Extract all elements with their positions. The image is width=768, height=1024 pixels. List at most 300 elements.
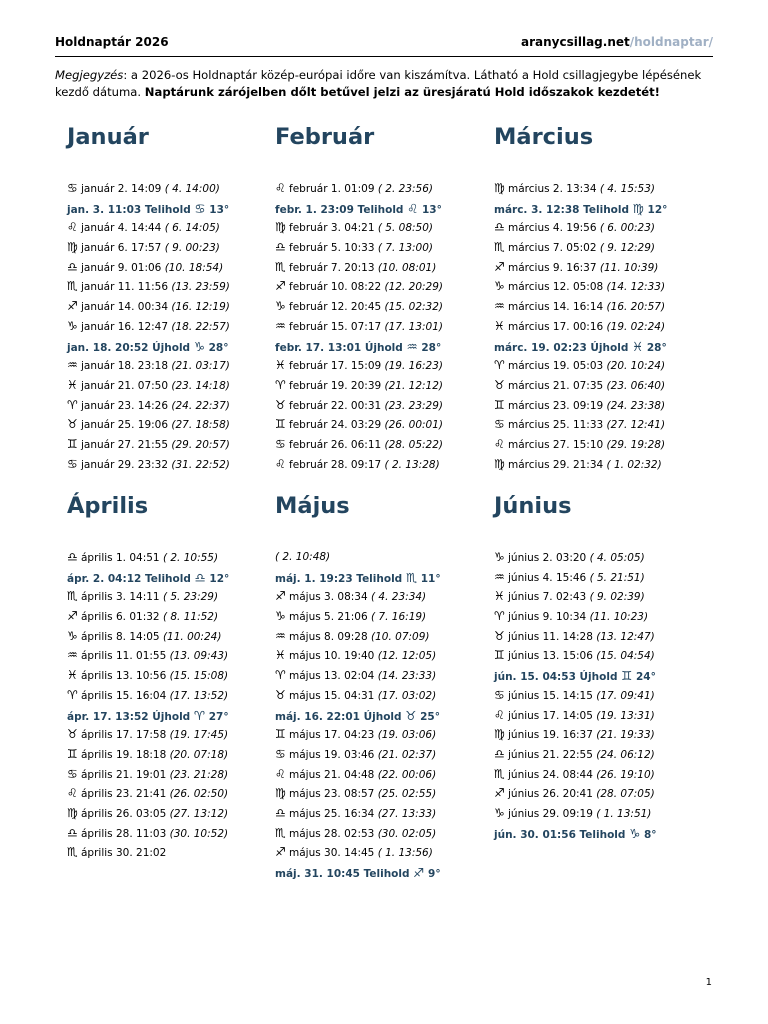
zodiac-icon: ♒ [275, 628, 286, 643]
moon-sign-row [275, 435, 443, 455]
ingress-date: március 7. 05:02 [508, 242, 600, 255]
moon-sign-row [67, 725, 229, 745]
moon-sign-row [275, 587, 441, 607]
zodiac-icon: ♍ [494, 456, 505, 471]
void-of-course-start: (23. 14:18) [171, 379, 230, 392]
moon-sign-row [494, 587, 657, 607]
void-of-course-start: (19. 02:24) [606, 320, 666, 333]
void-of-course-start: ( 6. 14:05) [164, 222, 220, 235]
zodiac-icon: ♓ [632, 338, 644, 354]
zodiac-icon: ♊ [67, 746, 78, 761]
moon-sign-row [494, 568, 657, 588]
moon-sign-row [67, 297, 230, 317]
ingress-date: május 17. 04:23 [289, 729, 378, 742]
ingress-date: február 19. 20:39 [289, 379, 385, 392]
void-of-course-start: (27. 18:58) [171, 419, 230, 432]
zodiac-icon: ♉ [494, 377, 505, 392]
ingress-date: június 29. 09:19 [508, 807, 597, 820]
ingress-date: január 2. 14:09 [81, 183, 165, 195]
zodiac-icon: ♓ [494, 318, 505, 333]
ingress-date: június 11. 14:28 [508, 630, 597, 643]
phase-text: ápr. 2. 04:12 Telihold [67, 572, 195, 585]
zodiac-icon: ♎ [67, 259, 78, 274]
zodiac-icon: ♑ [193, 338, 205, 354]
void-of-course-start: (19. 13:31) [596, 709, 655, 722]
moon-sign-row [494, 179, 667, 199]
void-of-course-start: ( 2. 23:56) [377, 183, 433, 195]
void-of-course-start: (21. 19:33) [596, 729, 655, 742]
moon-phase-row [494, 824, 657, 844]
phase-degree: 28° [643, 341, 667, 354]
moon-sign-row [494, 376, 667, 396]
ingress-date: június 13. 15:06 [508, 650, 597, 663]
zodiac-icon: ♏ [275, 825, 286, 840]
zodiac-icon: ♌ [275, 181, 286, 195]
phase-degree: 13° [418, 203, 442, 216]
ingress-date: február 17. 15:09 [289, 360, 385, 373]
moon-sign-row [494, 686, 657, 706]
ingress-date: április 17. 17:58 [81, 729, 170, 742]
moon-phase-row [67, 199, 230, 219]
void-of-course-start: ( 7. 16:19) [371, 611, 427, 624]
zodiac-icon: ♏ [67, 589, 78, 604]
zodiac-icon: ♈ [494, 358, 505, 373]
zodiac-icon: ♉ [275, 687, 286, 702]
moon-sign-row [275, 356, 443, 376]
void-of-course-start: (11. 10:39) [599, 261, 659, 274]
header-site-domain[interactable]: aranycsillag.net [521, 35, 630, 49]
moon-sign-row [67, 179, 230, 199]
zodiac-icon: ♐ [275, 845, 286, 860]
zodiac-icon: ♊ [275, 417, 286, 432]
moon-phase-row [67, 337, 230, 357]
moon-phase-row [275, 568, 441, 588]
moon-sign-row [67, 238, 230, 258]
void-of-course-start: ( 6. 00:23) [599, 222, 656, 235]
zodiac-icon: ♏ [494, 766, 505, 781]
phase-degree: 11° [417, 572, 441, 585]
moon-sign-row [67, 277, 230, 297]
moon-sign-row [275, 607, 441, 627]
zodiac-icon: ♈ [275, 377, 286, 392]
zodiac-icon: ♈ [193, 707, 206, 723]
moon-sign-row [275, 745, 441, 765]
moon-sign-row [67, 258, 230, 278]
void-of-course-start: (28. 05:22) [384, 438, 444, 451]
month-title: Június [494, 493, 572, 519]
moon-sign-row [275, 627, 441, 647]
void-of-course-start: ( 2. 13:28) [384, 458, 440, 471]
ingress-date: március 17. 00:16 [508, 320, 607, 333]
zodiac-icon: ♉ [405, 707, 417, 723]
moon-sign-row [67, 607, 229, 627]
zodiac-icon: ♎ [275, 240, 286, 255]
void-of-course-start: (17. 13:01) [384, 320, 444, 333]
zodiac-icon: ♈ [67, 687, 78, 702]
moon-sign-row [275, 317, 443, 337]
void-of-course-start: (24. 22:37) [171, 399, 230, 412]
void-of-course-start: ( 4. 14:00) [164, 183, 220, 195]
phase-text: jún. 30. 01:56 Telihold [494, 828, 630, 841]
zodiac-icon: ♏ [494, 240, 505, 255]
page-number: 1 [705, 977, 712, 988]
void-of-course-start: (19. 03:06) [377, 729, 437, 742]
moon-sign-row [275, 179, 443, 199]
zodiac-icon: ♉ [494, 628, 505, 643]
zodiac-icon: ♈ [494, 609, 505, 624]
ingress-date: április 11. 01:55 [81, 650, 170, 663]
phase-text: máj. 16. 22:01 Újhold [275, 710, 406, 723]
moon-sign-row [275, 218, 443, 238]
zodiac-icon: ♊ [67, 436, 78, 451]
header-site-path[interactable]: /holdnaptar/ [629, 35, 713, 49]
phase-degree: 9° [424, 868, 441, 880]
ingress-date: június 7. 02:43 [508, 591, 590, 604]
zodiac-icon: ♑ [275, 609, 286, 624]
ingress-date: március 2. 13:34 [508, 183, 600, 195]
moon-sign-row [494, 706, 657, 726]
ingress-date: március 19. 05:03 [508, 360, 607, 373]
moon-sign-row [494, 646, 657, 666]
void-of-course-start: (26. 00:01) [384, 419, 444, 432]
moon-sign-row [67, 435, 230, 455]
moon-sign-row [494, 607, 657, 627]
ingress-date: január 27. 21:55 [81, 438, 172, 451]
void-of-course-start: (16. 12:19) [171, 301, 230, 314]
zodiac-icon: ♍ [494, 727, 505, 742]
zodiac-icon: ♑ [494, 805, 505, 820]
month-entries [494, 179, 667, 474]
ingress-date: január 4. 14:44 [81, 222, 165, 235]
moon-sign-row [275, 548, 441, 568]
ingress-date: június 4. 15:46 [508, 571, 590, 584]
void-of-course-start: ( 2. 10:55) [162, 552, 219, 564]
void-of-course-start: ( 4. 05:05) [589, 552, 645, 564]
phase-text: febr. 17. 13:01 Újhold [275, 341, 407, 354]
zodiac-icon: ♎ [275, 805, 286, 820]
phase-text: jan. 18. 20:52 Újhold [67, 341, 194, 354]
moon-sign-row [494, 356, 667, 376]
phase-degree: 13° [205, 203, 230, 216]
month-entries [275, 179, 443, 474]
void-of-course-start: (12. 20:29) [384, 281, 444, 294]
void-of-course-start: (17. 03:02) [377, 689, 437, 702]
moon-sign-row [67, 396, 230, 416]
moon-sign-row [67, 666, 229, 686]
moon-sign-row [275, 824, 441, 844]
zodiac-icon: ♉ [67, 727, 78, 742]
void-of-course-start: (15. 15:08) [169, 670, 229, 683]
void-of-course-start: (19. 17:45) [169, 729, 229, 742]
month-block-3 [494, 123, 667, 474]
ingress-date: április 21. 19:01 [81, 768, 170, 781]
moon-sign-row [494, 258, 667, 278]
moon-sign-row [494, 784, 657, 804]
ingress-date: április 23. 21:41 [81, 788, 170, 801]
month-title: Február [275, 124, 375, 150]
zodiac-icon: ♋ [494, 417, 505, 432]
ingress-date: március 21. 07:35 [508, 379, 607, 392]
phase-degree: 28° [417, 341, 442, 354]
month-block-2 [275, 123, 443, 474]
void-of-course-start: (10. 18:54) [164, 261, 224, 274]
moon-sign-row [275, 646, 441, 666]
zodiac-icon: ♋ [67, 766, 78, 781]
zodiac-icon: ♍ [67, 805, 78, 820]
header-site[interactable] [521, 35, 713, 49]
zodiac-icon: ♋ [494, 687, 505, 702]
void-of-course-start: ( 5. 08:50) [377, 222, 433, 235]
moon-sign-row [67, 218, 230, 238]
month-block-6 [494, 492, 657, 843]
void-of-course-start: (17. 09:41) [596, 689, 655, 702]
zodiac-icon: ♌ [407, 200, 419, 216]
ingress-date: február 24. 03:29 [289, 419, 385, 432]
ingress-date: január 14. 00:34 [81, 301, 172, 314]
zodiac-icon: ♌ [275, 456, 286, 471]
void-of-course-start: (29. 20:57) [171, 438, 230, 451]
void-of-course-start: (21. 03:17) [171, 360, 230, 373]
void-of-course-start: (10. 07:09) [371, 630, 430, 643]
header-title: Holdnaptár 2026 [55, 35, 169, 49]
zodiac-icon: ♍ [632, 200, 644, 216]
zodiac-icon: ♓ [494, 589, 505, 604]
moon-sign-row [67, 843, 229, 863]
moon-sign-row [494, 396, 667, 416]
moon-sign-row [275, 277, 443, 297]
page-header [55, 34, 713, 57]
phase-degree: 28° [204, 341, 229, 354]
zodiac-icon: ♌ [275, 766, 286, 781]
moon-sign-row [67, 804, 229, 824]
moon-sign-row [494, 435, 667, 455]
moon-sign-row [494, 297, 667, 317]
zodiac-icon: ♍ [275, 786, 286, 801]
ingress-date: május 10. 19:40 [289, 650, 378, 663]
ingress-date: június 17. 14:05 [508, 709, 597, 722]
moon-sign-row [275, 725, 441, 745]
ingress-date: június 26. 20:41 [508, 788, 597, 801]
ingress-date: január 16. 12:47 [81, 320, 172, 333]
ingress-date: február 15. 07:17 [289, 320, 385, 333]
void-of-course-start: ( 5. 23:29) [162, 591, 219, 604]
void-of-course-start: (15. 02:32) [384, 301, 444, 314]
ingress-date: március 25. 11:33 [508, 419, 607, 432]
ingress-date: február 1. 01:09 [289, 183, 378, 195]
zodiac-icon: ♉ [67, 417, 78, 432]
ingress-date: január 9. 01:06 [81, 261, 165, 274]
void-of-course-start: (24. 23:38) [606, 399, 666, 412]
ingress-date: június 2. 03:20 [508, 552, 590, 564]
void-of-course-start: (14. 12:33) [606, 281, 666, 294]
zodiac-icon: ♓ [67, 668, 78, 683]
ingress-date: január 21. 07:50 [81, 379, 172, 392]
void-of-course-start: (19. 16:23) [384, 360, 444, 373]
void-of-course-start: (12. 12:05) [377, 650, 437, 663]
month-block-4 [67, 492, 229, 863]
moon-sign-row [67, 356, 230, 376]
zodiac-icon: ♎ [494, 220, 505, 235]
phase-text: máj. 31. 10:45 Telihold [275, 868, 414, 880]
moon-sign-row [275, 784, 441, 804]
moon-sign-row [494, 218, 667, 238]
phase-degree: 12° [643, 203, 668, 216]
moon-sign-row [494, 804, 657, 824]
moon-phase-row [275, 337, 443, 357]
moon-sign-row [494, 745, 657, 765]
ingress-date: február 26. 06:11 [289, 438, 385, 451]
note-bold-text: Naptárunk zárójelben dőlt betűvel jelzi az üresjáratú Hold időszakok kezdetét! [144, 85, 660, 99]
phase-text: jún. 15. 04:53 Újhold [494, 671, 622, 684]
ingress-date: március 12. 05:08 [508, 281, 607, 294]
moon-sign-row [67, 627, 229, 647]
moon-sign-row [494, 277, 667, 297]
zodiac-icon: ♌ [67, 220, 78, 235]
zodiac-icon: ♌ [67, 786, 78, 801]
ingress-date: április 6. 01:32 [81, 611, 163, 624]
month-title: Január [67, 124, 149, 150]
void-of-course-start: ( 1. 02:32) [606, 458, 662, 471]
ingress-date: március 4. 19:56 [508, 222, 600, 235]
month-title: Március [494, 124, 594, 150]
void-of-course-start: (28. 07:05) [596, 788, 655, 801]
zodiac-icon: ♑ [494, 550, 505, 564]
void-of-course-start: ( 9. 02:39) [589, 591, 645, 604]
moon-sign-row [494, 317, 667, 337]
moon-sign-row [67, 455, 230, 475]
moon-phase-row [67, 568, 229, 588]
void-of-course-start: ( 1. 13:51) [596, 807, 652, 820]
month-block-1 [67, 123, 230, 474]
moon-sign-row [275, 297, 443, 317]
moon-phase-row [275, 199, 443, 219]
ingress-date: január 18. 23:18 [81, 360, 172, 373]
zodiac-icon: ♊ [621, 668, 633, 684]
ingress-date: január 29. 23:32 [81, 458, 172, 471]
ingress-date: április 8. 14:05 [81, 630, 163, 643]
zodiac-icon: ♈ [275, 668, 286, 683]
zodiac-icon: ♒ [406, 338, 418, 354]
zodiac-icon: ♎ [194, 569, 206, 585]
month-block-5 [275, 492, 441, 883]
zodiac-icon: ♐ [494, 786, 505, 801]
moon-sign-row [67, 745, 229, 765]
moon-sign-row [494, 627, 657, 647]
ingress-date: június 9. 10:34 [508, 611, 590, 624]
phase-degree: 12° [205, 572, 230, 585]
zodiac-icon: ♈ [67, 397, 78, 412]
zodiac-icon: ♐ [67, 609, 78, 624]
void-of-course-start: (18. 22:57) [171, 320, 230, 333]
ingress-date: január 23. 14:26 [81, 399, 172, 412]
ingress-date: május 13. 02:04 [289, 670, 378, 683]
zodiac-icon: ♐ [67, 299, 78, 314]
ingress-date: április 15. 16:04 [81, 689, 170, 702]
ingress-date: március 29. 21:34 [508, 458, 607, 471]
zodiac-icon: ♐ [275, 279, 286, 294]
phase-text: febr. 1. 23:09 Telihold [275, 203, 408, 216]
ingress-date: február 3. 04:21 [289, 222, 378, 235]
zodiac-icon: ♏ [67, 279, 78, 294]
month-title: Április [67, 493, 149, 519]
moon-sign-row [67, 686, 229, 706]
zodiac-icon: ♒ [67, 648, 78, 663]
zodiac-icon: ♐ [494, 259, 505, 274]
moon-sign-row [67, 646, 229, 666]
ingress-date: április 30. 21:02 [81, 847, 167, 860]
zodiac-icon: ♋ [275, 436, 286, 451]
moon-sign-row [494, 238, 667, 258]
zodiac-icon: ♐ [413, 865, 425, 880]
phase-degree: 25° [416, 710, 440, 723]
void-of-course-start: (23. 06:40) [606, 379, 666, 392]
ingress-date: május 25. 16:34 [289, 807, 378, 820]
ingress-date: május 30. 14:45 [289, 847, 378, 860]
moon-sign-row [494, 725, 657, 745]
void-of-course-start: ( 4. 23:34) [371, 591, 427, 604]
moon-sign-row [494, 415, 667, 435]
month-title: Május [275, 493, 350, 519]
void-of-course-start: (13. 09:43) [169, 650, 229, 663]
zodiac-icon: ♊ [494, 397, 505, 412]
zodiac-icon: ♎ [494, 746, 505, 761]
moon-phase-row [67, 706, 229, 726]
zodiac-icon: ♎ [67, 825, 78, 840]
phase-text: jan. 3. 11:03 Telihold [67, 203, 195, 216]
ingress-date: január 11. 11:56 [81, 281, 172, 294]
phase-text: márc. 3. 12:38 Telihold [494, 203, 633, 216]
note-label: Megjegyzés [55, 68, 124, 82]
month-entries [275, 548, 441, 883]
moon-sign-row [275, 455, 443, 475]
void-of-course-start: (15. 04:54) [596, 650, 655, 663]
zodiac-icon: ♑ [275, 299, 286, 314]
void-of-course-start: ( 5. 21:51) [589, 571, 645, 584]
zodiac-icon: ♎ [67, 550, 78, 564]
ingress-date: május 15. 04:31 [289, 689, 378, 702]
void-of-course-start: ( 9. 00:23) [164, 242, 220, 255]
ingress-date: február 12. 20:45 [289, 301, 385, 314]
moon-sign-row [275, 396, 443, 416]
zodiac-icon: ♏ [275, 259, 286, 274]
ingress-date: június 21. 22:55 [508, 748, 597, 761]
zodiac-icon: ♍ [275, 220, 286, 235]
ingress-date: január 25. 19:06 [81, 419, 172, 432]
zodiac-icon: ♋ [67, 181, 78, 195]
void-of-course-start: (27. 12:41) [606, 419, 666, 432]
zodiac-icon: ♒ [494, 569, 505, 584]
moon-sign-row [275, 415, 443, 435]
zodiac-icon: ♋ [275, 746, 286, 761]
ingress-date: január 6. 17:57 [81, 242, 165, 255]
month-entries [67, 179, 230, 474]
zodiac-icon: ♏ [67, 845, 78, 860]
void-of-course-start: (16. 20:57) [606, 301, 666, 314]
phase-degree: 24° [632, 671, 656, 684]
note-paragraph [55, 67, 715, 101]
void-of-course-start: (17. 13:52) [169, 689, 229, 702]
phase-text: ápr. 17. 13:52 Újhold [67, 710, 194, 723]
ingress-date: március 9. 16:37 [508, 261, 600, 274]
zodiac-icon: ♑ [494, 279, 505, 294]
moon-phase-row [494, 666, 657, 686]
void-of-course-start: (31. 22:52) [171, 458, 230, 471]
void-of-course-start: (20. 10:24) [606, 360, 666, 373]
zodiac-icon: ♒ [275, 318, 286, 333]
void-of-course-start: ( 9. 12:29) [599, 242, 656, 255]
ingress-date: május 23. 08:57 [289, 788, 378, 801]
void-of-course-start: (11. 10:23) [589, 611, 649, 624]
